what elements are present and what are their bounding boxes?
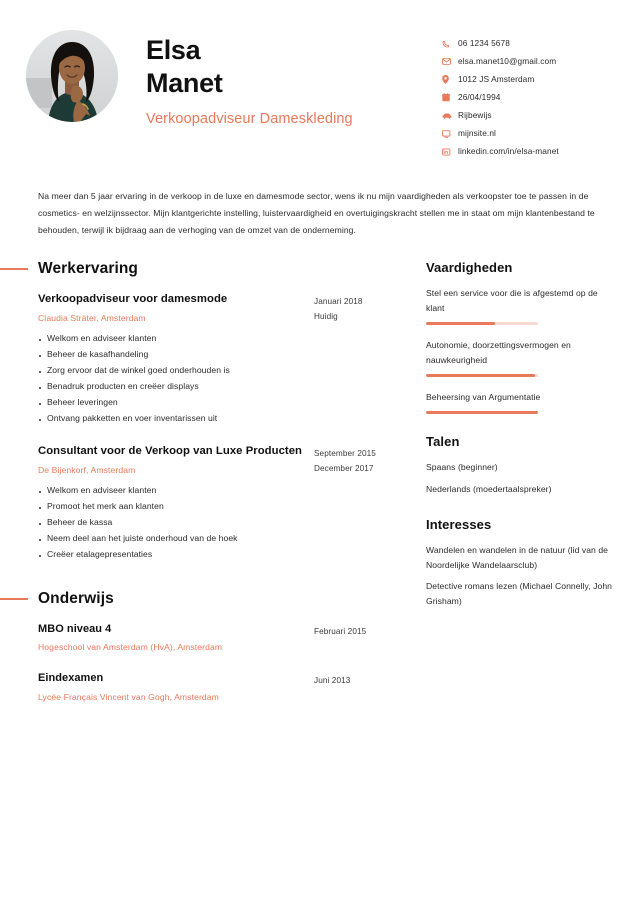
entry-degree: MBO niveau 4 (38, 623, 112, 636)
birthdate-text: 26/04/1994 (458, 91, 501, 102)
entry-employer: Claudia Sträter, Amsterdam (38, 312, 146, 323)
spacer (0, 580, 414, 590)
location-pin-icon (442, 74, 458, 85)
driverslicense-text: Rijbewijs (458, 109, 492, 120)
skills-section (426, 260, 618, 414)
education-entry (0, 671, 414, 701)
skill-label: Autonomie, doorzettingsvermogen en nauwkeurigheid (426, 340, 571, 365)
entry-date-start: September 2015 (314, 449, 376, 459)
portrait-photo-icon (26, 30, 118, 122)
entry-school: Lycée Français Vincent van Gogh, Amsterdam (38, 691, 219, 702)
entry-content (38, 444, 314, 564)
resume-header (0, 0, 640, 164)
language-item: Spaans (beginner) (426, 462, 498, 473)
list-item: Beheer de kassa (38, 516, 304, 530)
contact-driverslicense[interactable] (442, 110, 618, 121)
section-header-experience (0, 260, 414, 278)
entry-date-range (314, 622, 414, 652)
experience-entry (0, 292, 414, 428)
first-name: Elsa (146, 35, 201, 65)
entry-date: Juni 2013 (314, 676, 351, 686)
contact-website[interactable] (442, 128, 618, 139)
section-rule (0, 598, 28, 600)
list-item: Neem deel aan het juiste onderhoud van de hoek (38, 532, 304, 546)
entry-date-range (314, 292, 414, 428)
section-title-interests: Interesses (426, 516, 492, 532)
interest-item: Detective romans lezen (Michael Connelly, John Grisham) (426, 581, 613, 607)
entry-job-title: Verkoopadviseur voor damesmode (38, 293, 228, 306)
section-title-education: Onderwijs (38, 590, 114, 608)
entry-date-range (314, 671, 414, 701)
entry-school: Hogeschool van Amsterdam (HvA), Amsterdam (38, 642, 223, 653)
contact-linkedin[interactable] (442, 146, 618, 157)
entry-employer: De Bijenkorf, Amsterdam (38, 464, 136, 475)
linkedin-icon (442, 146, 458, 157)
job-title: Verkoopadviseur Dameskleding (146, 110, 353, 127)
last-name: Manet (146, 67, 223, 98)
linkedin-text: linkedin.com/in/elsa-manet (458, 145, 559, 156)
skill-progress-bar (426, 411, 538, 414)
list-item: Creëer etalagepresentaties (38, 548, 304, 562)
list-item: Ontvang pakketten en voer inventarissen uit (38, 412, 304, 426)
skill-progress-fill (426, 374, 535, 377)
list-item: Zorg ervoor dat de winkel goed onderhouden is (38, 364, 304, 378)
section-title-languages: Talen (426, 434, 460, 450)
entry-date-end: December 2017 (314, 463, 374, 473)
resume-body (0, 238, 640, 720)
skill-progress-bar (426, 322, 538, 325)
entry-date: Februari 2015 (314, 627, 367, 637)
entry-content (38, 622, 314, 652)
phone-text: 06 1234 5678 (458, 37, 510, 48)
entry-degree: Eindexamen (38, 672, 104, 685)
identity-block (118, 28, 442, 127)
skill-progress-bar (426, 374, 538, 377)
sidebar-column (414, 260, 618, 720)
envelope-icon (442, 56, 458, 67)
skill-label: Stel een service voor die is afgestemd op de klant (426, 288, 598, 314)
section-title-skills: Vaardigheden (426, 260, 513, 276)
skill-item (426, 338, 618, 377)
phone-icon (442, 38, 458, 49)
main-column (0, 260, 414, 720)
email-text: elsa.manet10@gmail.com (458, 55, 557, 66)
list-item: Beheer de kasafhandeling (38, 348, 304, 362)
entry-date-end: Huidig (314, 311, 338, 321)
entry-date-start: Januari 2018 (314, 297, 363, 307)
calendar-icon (442, 92, 458, 103)
section-rule (0, 268, 28, 270)
skill-item (426, 286, 618, 325)
entry-content (38, 671, 314, 701)
interest-item: Wandelen en wandelen in de natuur (lid van de Noordelijke Wandelaarsclub) (426, 544, 609, 570)
entry-bullet-list (38, 332, 304, 426)
contact-phone[interactable] (442, 38, 618, 49)
interests-section (426, 517, 618, 609)
avatar (26, 30, 118, 122)
entry-job-title: Consultant voor de Verkoop van Luxe Producten (38, 445, 303, 458)
entry-date-range (314, 444, 414, 564)
skill-label: Beheersing van Argumentatie (426, 392, 541, 403)
entry-content (38, 292, 314, 428)
languages-section (426, 434, 618, 497)
profile-summary: Na meer dan 5 jaar ervaring in de verkoop in de luxe en damesmode sector, wens ik nu mijn vaardigheden als verkoopster toe te passen in de cosmetics- en welzijnssector. Mijn klantgerichte instelling, luistervaardigheid en overtuigingskracht stellen me in staat om mijn klantenbestand te behouden, terwijl ik bijdraag aan de verhoging van de omzet van de onderneming. (38, 191, 595, 235)
list-item: Promoot het merk aan klanten (38, 500, 304, 514)
car-icon (442, 110, 458, 121)
list-item: Beheer leveringen (38, 396, 304, 410)
skill-item (426, 390, 618, 414)
website-text: mijnsite.nl (458, 127, 496, 138)
skill-progress-fill (426, 411, 538, 414)
address-text: 1012 JS Amsterdam (458, 73, 535, 84)
contact-list (442, 28, 618, 164)
section-header-education (0, 590, 414, 608)
entry-bullet-list (38, 484, 304, 562)
skill-progress-fill (426, 322, 495, 325)
monitor-icon (442, 128, 458, 139)
section-title-experience: Werkervaring (38, 260, 138, 278)
language-item: Nederlands (moedertaalspreker) (426, 484, 552, 495)
list-item: Welkom en adviseer klanten (38, 332, 304, 346)
education-entry (0, 622, 414, 652)
list-item: Benadruk producten en creëer displays (38, 380, 304, 394)
contact-email[interactable] (442, 56, 618, 67)
contact-address[interactable] (442, 74, 618, 85)
contact-birthdate[interactable] (442, 92, 618, 103)
list-item: Welkom en adviseer klanten (38, 484, 304, 498)
experience-entry (0, 444, 414, 564)
